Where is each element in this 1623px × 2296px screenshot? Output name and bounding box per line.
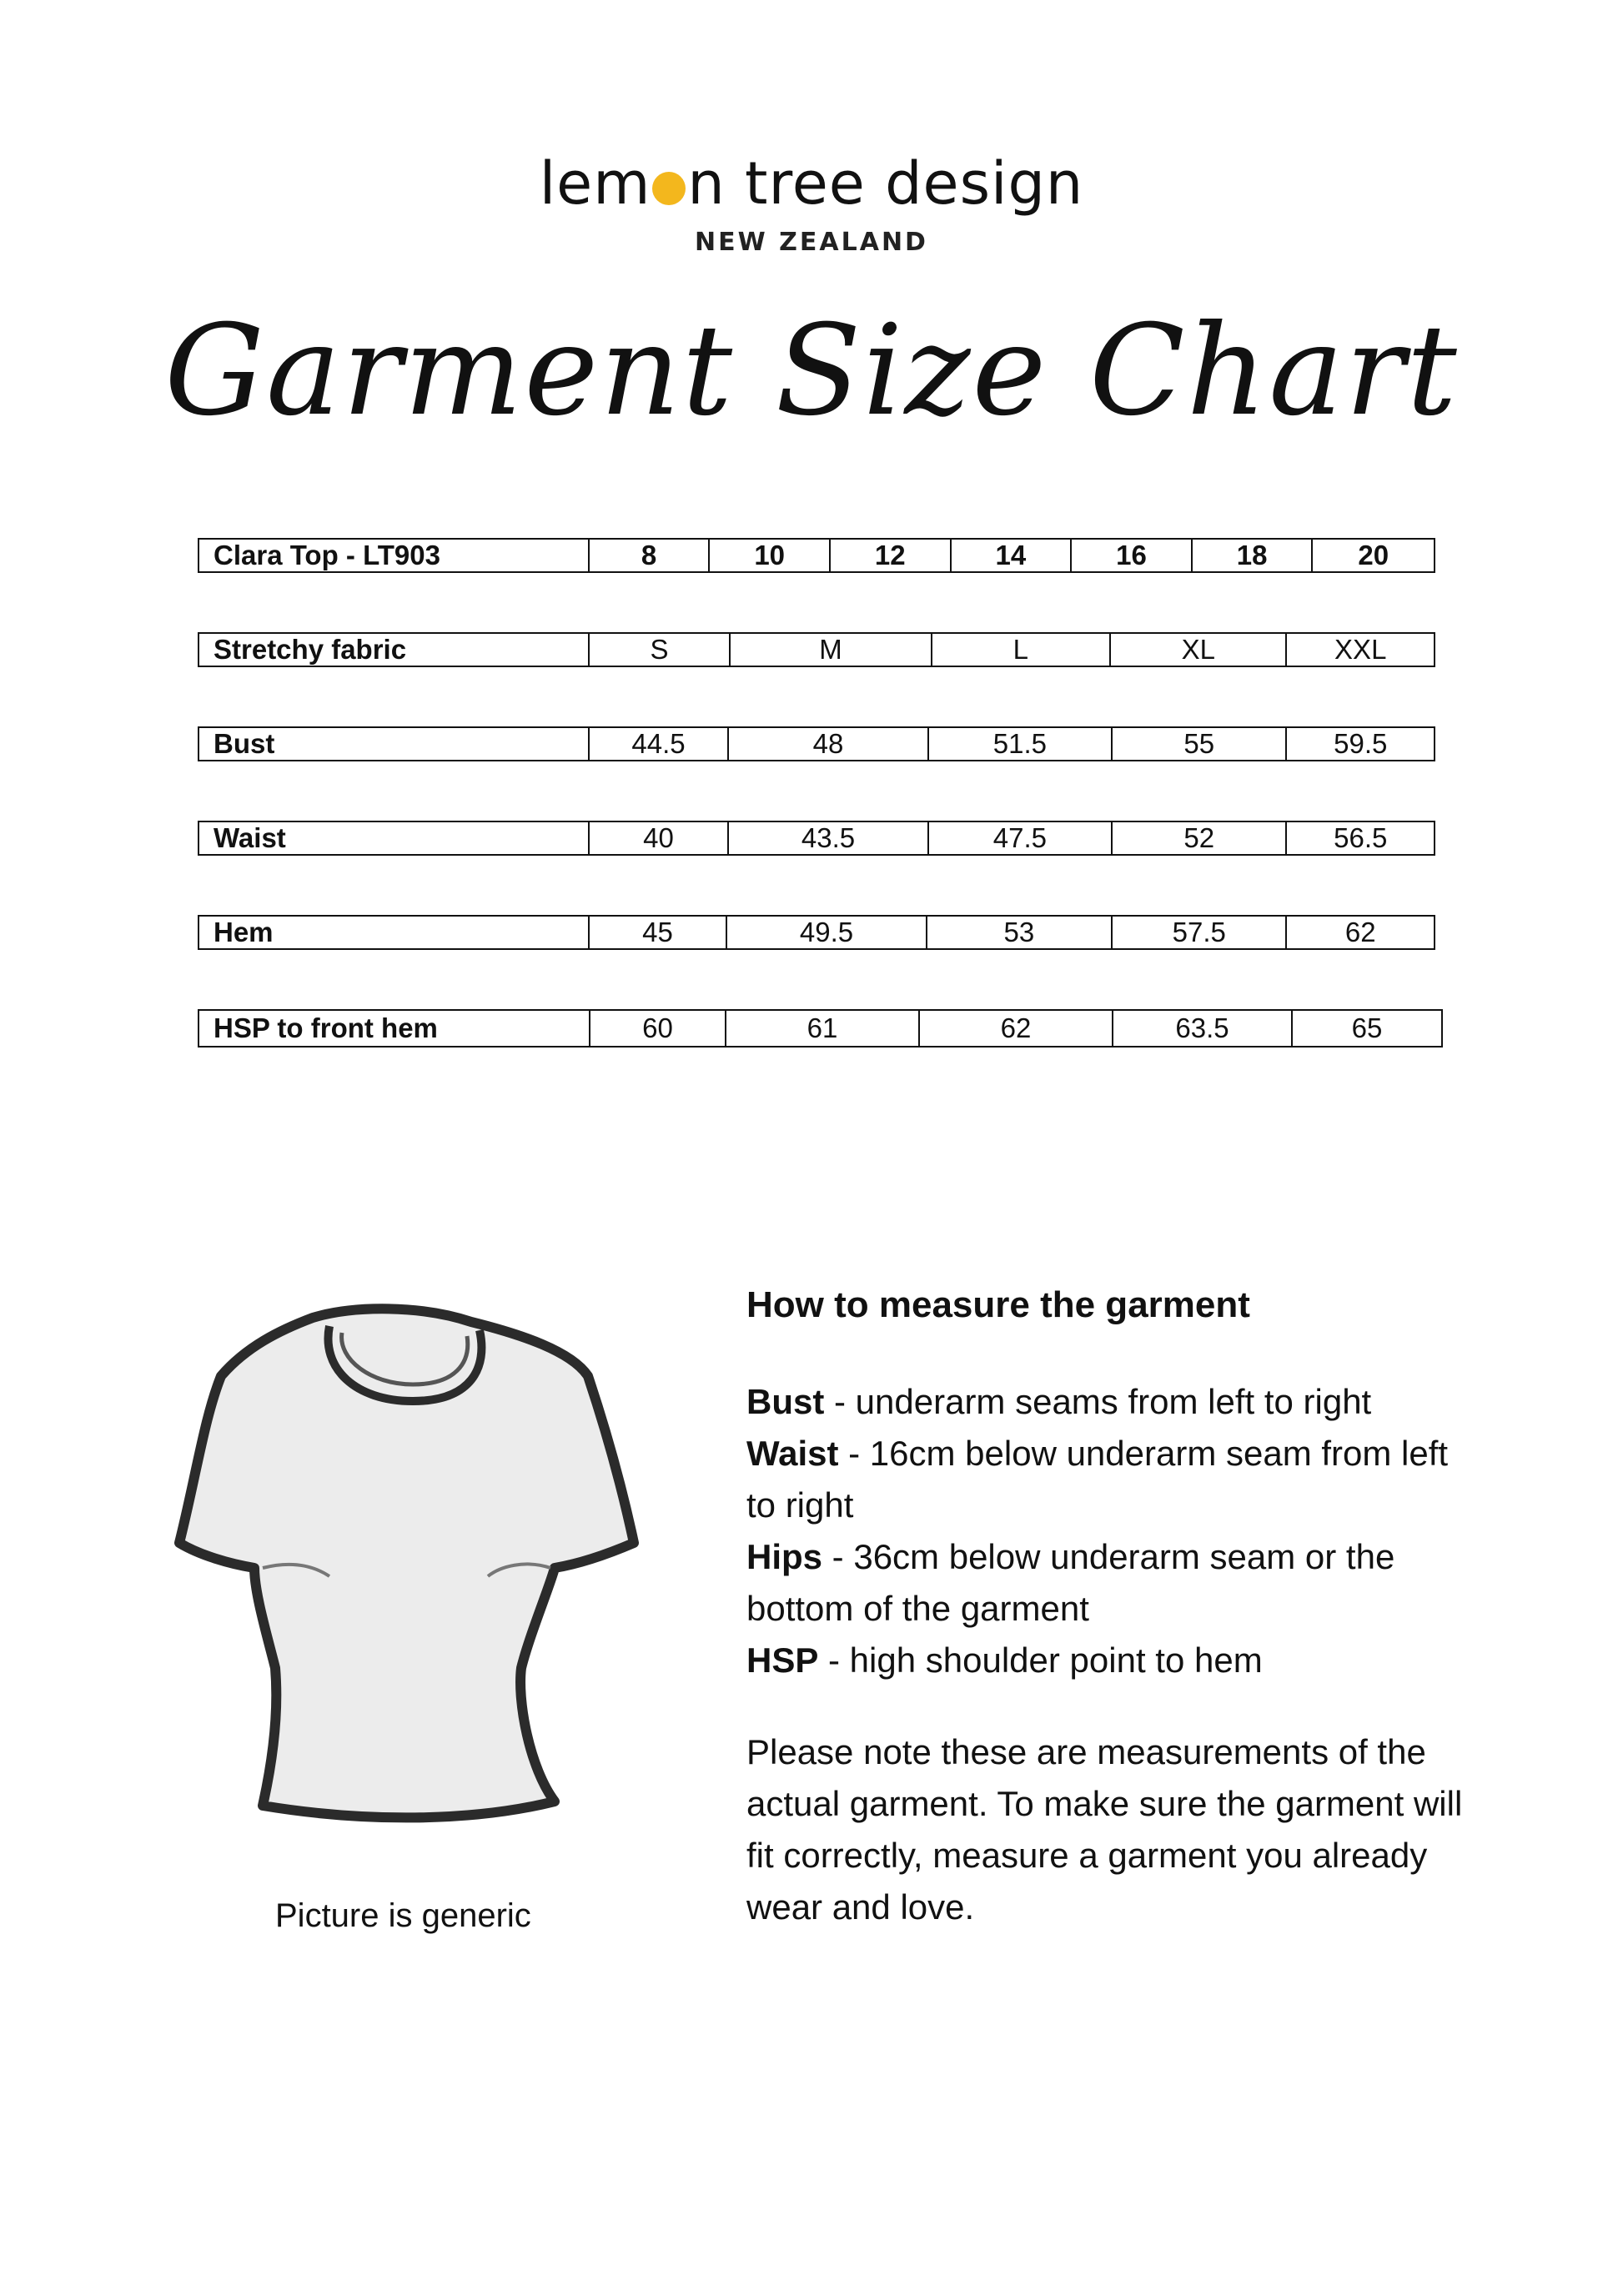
measure-item-hips: Hips - 36cm below underarm seam or the bottom of the garment: [746, 1537, 1395, 1628]
table-cell: 44.5: [588, 728, 728, 760]
table-cell: 47.5: [927, 822, 1111, 854]
row-label: HSP to front hem: [214, 1012, 438, 1043]
table-cell: 63.5: [1112, 1011, 1291, 1046]
table-cell: 62: [1285, 917, 1434, 948]
table-row: [198, 1009, 1443, 1048]
table-cell: L: [931, 634, 1109, 666]
table-header-row: [198, 538, 1435, 573]
table-cell: 62: [918, 1011, 1112, 1046]
table-cell: 45: [588, 917, 726, 948]
table-cell: 48: [727, 728, 927, 760]
row-label: Stretchy fabric: [214, 634, 407, 665]
measure-item-hsp: HSP - high shoulder point to hem: [746, 1640, 1263, 1680]
table-cell: 49.5: [726, 917, 925, 948]
size-cell: 10: [708, 540, 829, 571]
table-row: [198, 915, 1435, 950]
size-cell: 16: [1070, 540, 1191, 571]
page-title: Garment Size Chart: [164, 299, 1459, 444]
table-cell: 40: [588, 822, 728, 854]
size-cell: 14: [950, 540, 1071, 571]
table-cell: 51.5: [927, 728, 1111, 760]
brand-name: lem n tree design: [539, 149, 1084, 218]
table-row: [198, 726, 1435, 761]
brand-subtitle: NEW ZEALAND: [695, 228, 928, 257]
table-cell: S: [588, 634, 730, 666]
measure-item-waist: Waist - 16cm below underarm seam from left to right: [746, 1434, 1449, 1525]
table-cell: 59.5: [1285, 728, 1434, 760]
table-cell: 57.5: [1111, 917, 1285, 948]
table-cell: XL: [1109, 634, 1285, 666]
table-cell: 52: [1111, 822, 1285, 854]
table-header-label: Clara Top - LT903: [214, 540, 440, 570]
table-cell: 65: [1291, 1011, 1441, 1046]
size-cell: 12: [829, 540, 950, 571]
lemon-icon: [652, 172, 686, 205]
row-label: Hem: [214, 917, 274, 947]
table-cell: M: [729, 634, 930, 666]
measure-note: Please note these are measurements of the actual garment. To make sure the garment will fit correctly, measure a garment you already wear and love.: [746, 1732, 1463, 1927]
size-cell: 20: [1311, 540, 1434, 571]
size-cell: 8: [588, 540, 709, 571]
table-cell: 60: [589, 1011, 725, 1046]
table-cell: 56.5: [1285, 822, 1434, 854]
table-cell: 53: [926, 917, 1111, 948]
table-cell: 43.5: [727, 822, 927, 854]
table-row: [198, 632, 1435, 667]
size-cell: 18: [1191, 540, 1312, 571]
brand-logo: [0, 149, 1623, 257]
illustration-caption: Picture is generic: [275, 1897, 531, 1934]
measure-section: [746, 1284, 1480, 1933]
measure-item-bust: Bust - underarm seams from left to right: [746, 1382, 1372, 1421]
row-label: Bust: [214, 728, 275, 759]
t-shirt-icon: [171, 1301, 646, 1835]
table-row: [198, 821, 1435, 856]
row-label: Waist: [214, 822, 286, 853]
table-cell: 55: [1111, 728, 1285, 760]
table-cell: 61: [725, 1011, 918, 1046]
measure-heading: How to measure the garment: [746, 1284, 1250, 1325]
table-cell: XXL: [1285, 634, 1434, 666]
